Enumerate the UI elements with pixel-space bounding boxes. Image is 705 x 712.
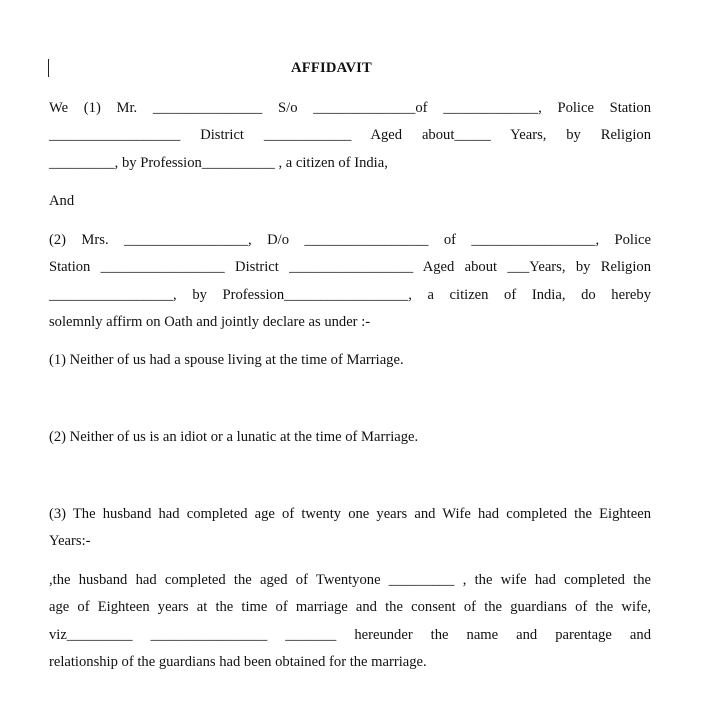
paragraph-2-line-4: solemnly affirm on Oath and jointly declare as under :- bbox=[49, 314, 371, 330]
paragraph-1-line-3: _________, by Profession__________ , a citizen of India, bbox=[49, 155, 388, 171]
consent-line-4: relationship of the guardians had been obtained for the marriage. bbox=[49, 654, 427, 670]
paragraph-2-line-1: (2) Mrs. _________________, D/o _________________ of _________________, Police bbox=[49, 232, 651, 248]
and-label: And bbox=[49, 193, 75, 209]
declaration-2: (2) Neither of us is an idiot or a lunatic at the time of Marriage. bbox=[49, 429, 419, 445]
declaration-1: (1) Neither of us had a spouse living at the time of Marriage. bbox=[49, 352, 404, 368]
declaration-3-line-2: Years:- bbox=[49, 533, 91, 549]
paragraph-2-line-3: _________________, by Profession_________________, a citizen of India, do hereby bbox=[49, 287, 651, 303]
document-title: AFFIDAVIT bbox=[291, 60, 372, 76]
consent-line-1: ,the husband had completed the aged of Twentyone _________ , the wife had completed the bbox=[49, 572, 651, 588]
paragraph-1-line-1: We (1) Mr. _______________ S/o ______________of _____________, Police Station bbox=[49, 100, 651, 116]
declaration-3-line-1: (3) The husband had completed age of twenty one years and Wife had completed the Eighteen bbox=[49, 506, 651, 522]
consent-line-2: age of Eighteen years at the time of marriage and the consent of the guardians of the wife, bbox=[49, 599, 651, 615]
consent-line-3: viz_________ ________________ _______ hereunder the name and parentage and bbox=[49, 627, 651, 643]
paragraph-1-line-2: __________________ District ____________ Aged about_____ Years, by Religion bbox=[49, 127, 651, 143]
paragraph-2-line-2: Station _________________ District _________________ Aged about ___Years, by Religion bbox=[49, 259, 651, 275]
